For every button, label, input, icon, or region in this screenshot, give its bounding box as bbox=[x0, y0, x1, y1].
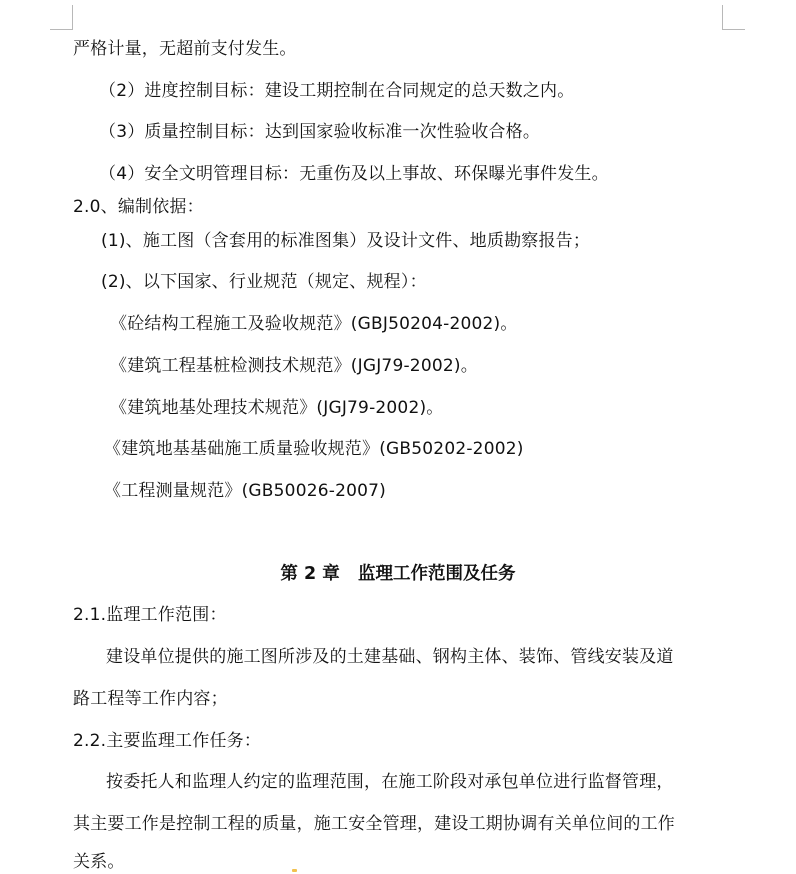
section-heading-basis: 2.0、编制依据： bbox=[73, 197, 204, 217]
list-item-schedule-goal: （2）进度控制目标：建设工期控制在合同规定的总天数之内。 bbox=[99, 81, 575, 101]
standard-citation: 《工程测量规范》(GB50026-2007) bbox=[104, 481, 386, 501]
paragraph-line: 其主要工作是控制工程的质量，施工安全管理，建设工期协调有关单位间的工作 bbox=[73, 814, 675, 834]
selection-marker bbox=[292, 869, 297, 872]
paragraph-line: 建设单位提供的施工图所涉及的土建基础、钢构主体、装饰、管线安装及道 bbox=[106, 647, 674, 667]
chapter-heading: 第 2 章 监理工作范围及任务 bbox=[280, 564, 516, 584]
section-heading-tasks: 2.2.主要监理工作任务： bbox=[73, 731, 262, 751]
margin-corner-mark-right bbox=[722, 5, 745, 30]
standard-citation: 《建筑工程基桩检测技术规范》(JGJ79-2002)。 bbox=[110, 356, 478, 376]
standard-citation: 《建筑地基处理技术规范》(JGJ79-2002)。 bbox=[110, 398, 444, 418]
margin-corner-mark-left bbox=[50, 5, 73, 30]
standard-citation: 《建筑地基基础施工质量验收规范》(GB50202-2002) bbox=[104, 439, 524, 459]
paragraph-line: 严格计量，无超前支付发生。 bbox=[73, 39, 297, 59]
list-item-drawings: (1)、施工图（含套用的标准图集）及设计文件、地质勘察报告； bbox=[101, 231, 591, 251]
section-heading-scope: 2.1.监理工作范围： bbox=[73, 605, 227, 625]
list-item-safety-goal: （4）安全文明管理目标：无重伤及以上事故、环保曝光事件发生。 bbox=[99, 164, 609, 184]
list-item-quality-goal: （3）质量控制目标：达到国家验收标准一次性验收合格。 bbox=[99, 122, 541, 142]
list-item-standards: (2)、以下国家、行业规范（规定、规程）： bbox=[101, 272, 427, 292]
paragraph-line: 关系。 bbox=[73, 852, 125, 872]
paragraph-line: 路工程等工作内容； bbox=[73, 689, 228, 709]
standard-citation: 《砼结构工程施工及验收规范》(GBJ50204-2002)。 bbox=[110, 314, 518, 334]
paragraph-line: 按委托人和监理人约定的监理范围，在施工阶段对承包单位进行监督管理， bbox=[106, 772, 674, 792]
